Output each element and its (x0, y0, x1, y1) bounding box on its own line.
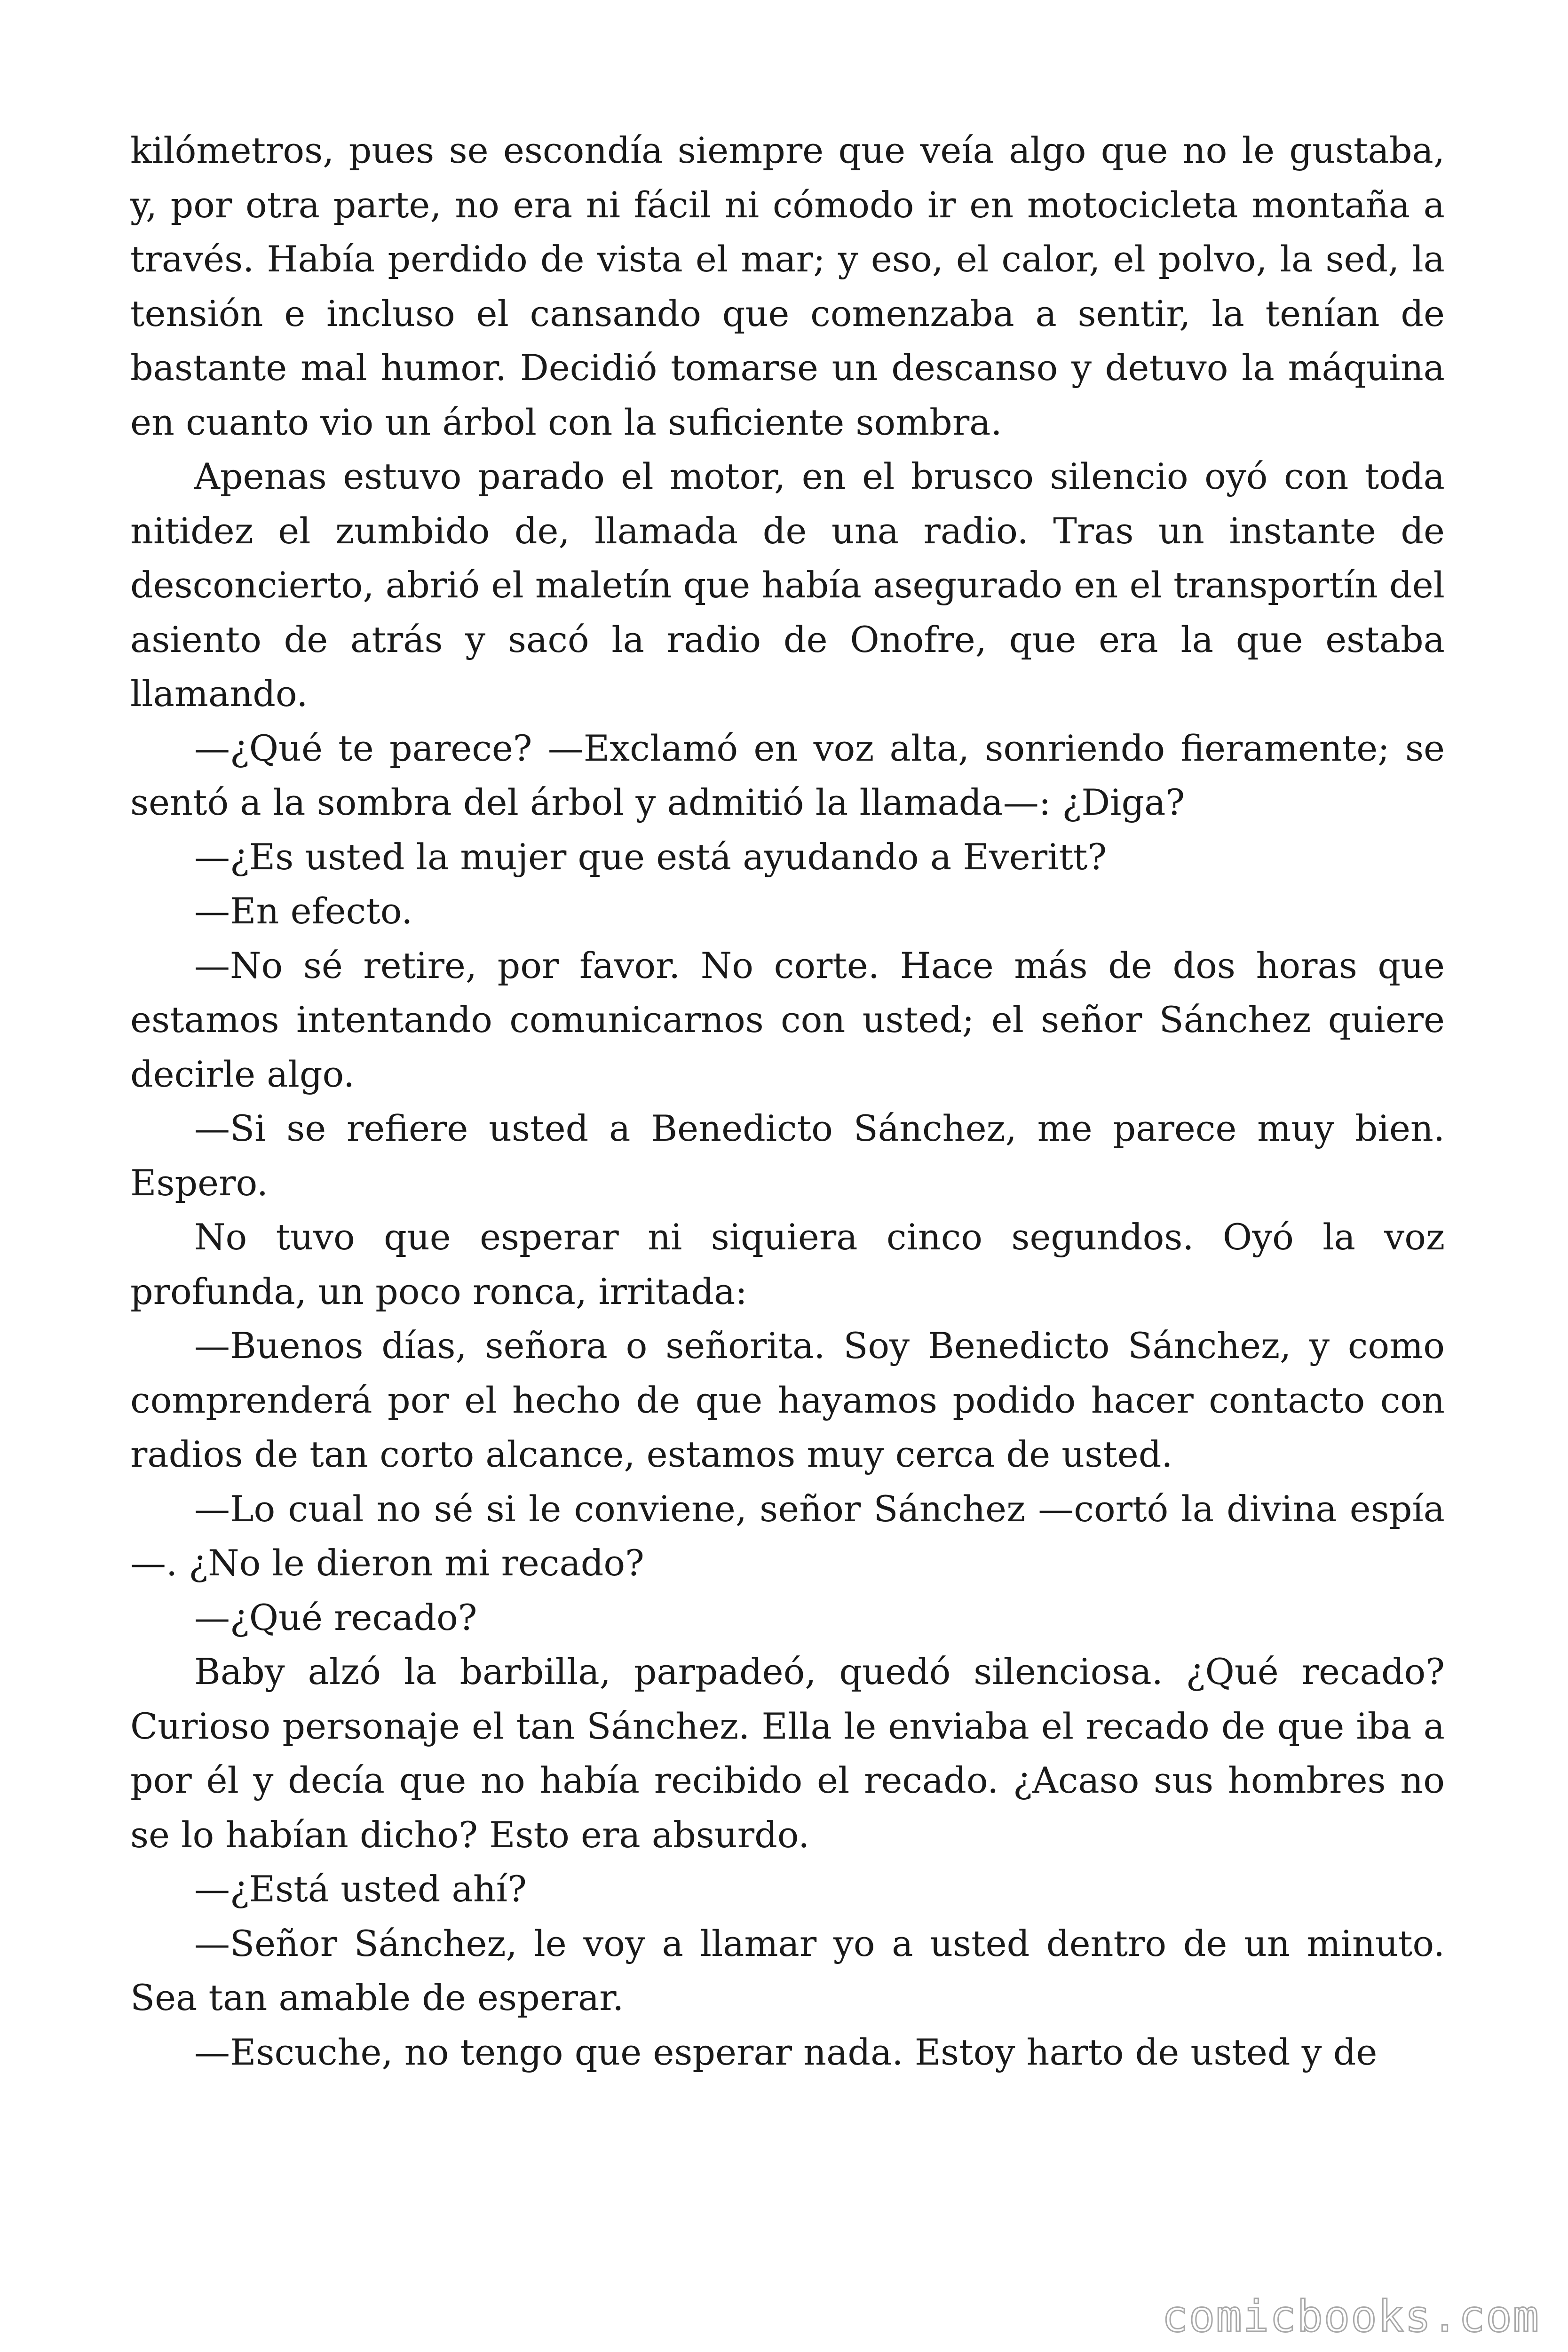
paragraph-1: kilómetros, pues se escondía siempre que veía algo que no le gustaba, y, por otra parte, no era ni fácil ni cómodo ir en motocicleta montaña a través. Había perdido de vista el mar; y eso, el calor, el polvo, la sed, la tensión e incluso el cansando que comenzaba a sentir, la tenían de bastante mal humor. Decidió tomarse un descanso y detuvo la máquina en cuanto vio un árbol con la suficiente sombra. (130, 129, 1445, 443)
body-text (130, 123, 1445, 2079)
paragraph-3: —¿Qué te parece? —Exclamó en voz alta, sonriendo fieramente; se sentó a la sombra del árbol y admitió la llamada—: ¿Diga? (130, 727, 1445, 823)
paragraph-8: No tuvo que esperar ni siquiera cinco segundos. Oyó la voz profunda, un poco ronca, irritada: (130, 1216, 1445, 1312)
paragraph-10: —Lo cual no sé si le conviene, señor Sánchez —cortó la divina espía—. ¿No le dieron mi recado? (130, 1487, 1445, 1584)
paragraph-2: Apenas estuvo parado el motor, en el brusco silencio oyó con toda nitidez el zumbido de, llamada de una radio. Tras un instante de desconcierto, abrió el maletín que había asegurado en el transportín del asiento de atrás y sacó la radio de Onofre, que era la que estaba llamando. (130, 455, 1445, 715)
watermark: comicbooks.com (1162, 2291, 1540, 2342)
paragraph-15: —Escuche, no tengo que esperar nada. Estoy harto de usted y de (194, 2031, 1378, 2073)
paragraph-11: —¿Qué recado? (194, 1596, 477, 1638)
paragraph-14: —Señor Sánchez, le voy a llamar yo a usted dentro de un minuto. Sea tan amable de esperar. (130, 1922, 1445, 2018)
paragraph-12: Baby alzó la barbilla, parpadeó, quedó silenciosa. ¿Qué recado? Curioso personaje el tan Sánchez. Ella le enviaba el recado de que iba a por él y decía que no había recibido el recado. ¿Acaso sus hombres no se lo habían dicho? Esto era absurdo. (130, 1651, 1445, 1856)
paragraph-6: —No sé retire, por favor. No corte. Hace más de dos horas que estamos intentando comunicarnos con usted; el señor Sánchez quiere decirle algo. (130, 944, 1445, 1095)
paragraph-7: —Si se refiere usted a Benedicto Sánchez, me parece muy bien. Espero. (130, 1107, 1445, 1204)
paragraph-4: —¿Es usted la mujer que está ayudando a Everitt? (194, 835, 1107, 878)
paragraph-5: —En efecto. (194, 890, 413, 932)
paragraph-9: —Buenos días, señora o señorita. Soy Benedicto Sánchez, y como comprenderá por el hecho de que hayamos podido hacer contacto con radios de tan corto alcance, estamos muy cerca de usted. (130, 1325, 1445, 1475)
paragraph-13: —¿Está usted ahí? (194, 1868, 527, 1910)
